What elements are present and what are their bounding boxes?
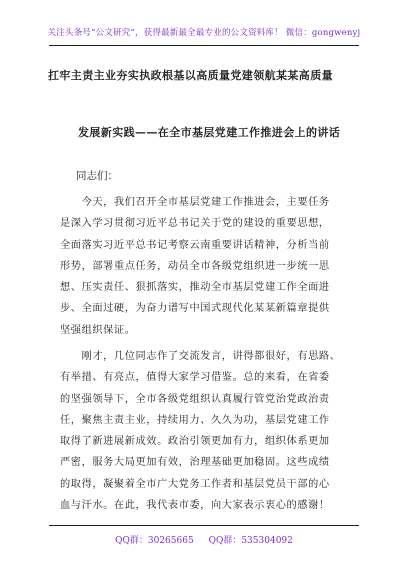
document-title-line-1: 扛牢主责主业夯实执政根基以高质量党建领航某某高质量: [48, 69, 333, 82]
footer-qq-group-2: QQ群：535304092: [208, 536, 293, 546]
paragraph-line: 严密，服务大局更加有效，治理基础更加稳固。这些成绩: [60, 457, 330, 469]
paragraph-line: 的坚强领导下，全市各级党组织认真履行管党治党政治责: [60, 393, 330, 405]
paragraph-line: 血与汗水。在此，我代表市委，向大家表示衷心的感谢！: [60, 500, 330, 512]
body-paragraph-1: [60, 192, 360, 341]
paragraph-line: 取得了新进展新成效。政治引领更加有力，组织体系更加: [60, 436, 330, 448]
header-divider: [49, 45, 359, 46]
paragraph-line: 想、压实责任、狠抓落实，推动全市基层党建工作全面进: [60, 282, 330, 294]
document-title-line-2: 发展新实践——在全市基层党建工作推进会上的讲话: [78, 126, 341, 139]
paragraph-line: 是深入学习贯彻习近平总书记关于党的建设的重要思想，: [60, 218, 330, 230]
paragraph-line: 坚强组织保证。: [60, 324, 136, 336]
paragraph-line: 今天，我们召开全市基层党建工作推进会，主要任务: [60, 197, 330, 208]
paragraph-line: 全面落实习近平总书记考察云南重要讲话精神，分析当前: [60, 239, 330, 251]
paragraph-line: 任，聚焦主责主业，持续用力、久久为功，基层党建工作: [60, 414, 330, 426]
paragraph-line: 刚才，几位同志作了交流发言，讲得都很好，有思路、: [60, 351, 341, 362]
footer-divider: [49, 525, 359, 526]
header-notice: 关注头条号“公文研究”，获得最新最全最专业的公文资料库！ 微信：gongwenyj: [47, 28, 361, 38]
footer-qq-group-1: QQ群：30265665: [115, 536, 194, 546]
paragraph-line: 步、全面过硬，为奋力谱写中国式现代化某某新篇章提供: [60, 303, 330, 315]
paragraph-line: 形势，部署重点任务，动员全市各级党组织进一步统一思: [60, 260, 330, 272]
paragraph-line: 的取得，凝聚着全市广大党务工作者和基层党员干部的心: [60, 478, 330, 490]
paragraph-line: 有举措、有亮点，值得大家学习借鉴。总的来看，在省委: [60, 372, 330, 384]
footer-contact: [0, 533, 408, 546]
body-paragraph-2: [60, 346, 360, 516]
salutation: 同志们：: [76, 170, 118, 182]
